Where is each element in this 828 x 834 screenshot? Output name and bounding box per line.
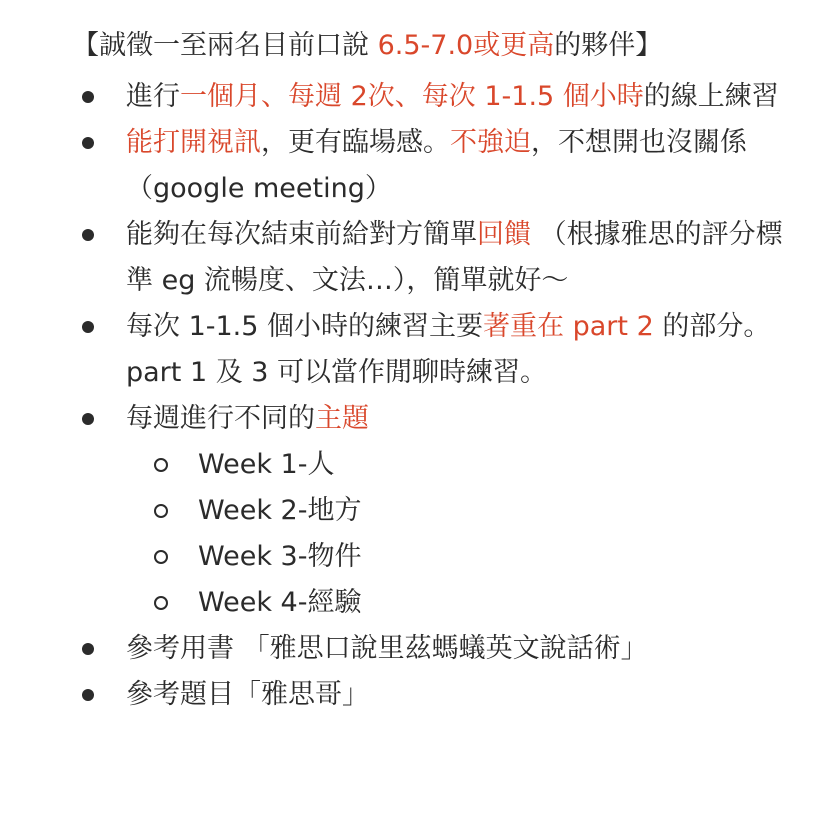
sub-list-item [126, 442, 788, 488]
highlighted-text: 主題 [315, 403, 369, 434]
bullet-dot-icon [82, 413, 94, 425]
list-item-text: 進行 [126, 81, 180, 112]
highlighted-text: 一個月、每週 2次、每次 1-1.5 個小時 [180, 81, 644, 112]
bullet-dot-icon [82, 643, 94, 655]
list-item [72, 212, 788, 304]
sub-list [126, 442, 788, 626]
list-item [72, 74, 788, 120]
bullet-list [72, 74, 788, 718]
page-title [72, 30, 788, 62]
list-item-text: 每週進行不同的 [126, 403, 315, 434]
bullet-dot-icon [82, 321, 94, 333]
bullet-dot-icon [82, 689, 94, 701]
list-item [72, 626, 788, 672]
circle-bullet-icon [154, 596, 168, 610]
list-item [72, 672, 788, 718]
list-item-text: 的部分。part 1 及 3 可以當作閒聊時練習。 [126, 311, 771, 388]
list-item-text: 參考題目「雅思哥」 [126, 679, 369, 710]
title-highlight: 6.5-7.0或更高 [377, 30, 555, 61]
sub-list-item-text: Week 3-物件 [198, 541, 362, 572]
list-item [72, 304, 788, 396]
list-item-text: 參考用書 「雅思口說里茲螞蟻英文說話術」 [126, 633, 648, 664]
highlighted-text: 回饋 [477, 219, 531, 250]
title-suffix: 的夥伴】 [554, 30, 663, 61]
sub-list-item-text: Week 2-地方 [198, 495, 362, 526]
list-item-text: ，更有臨場感。 [261, 127, 450, 158]
bullet-dot-icon [82, 229, 94, 241]
sub-list-item-text: Week 4-經驗 [198, 587, 362, 618]
bullet-dot-icon [82, 137, 94, 149]
highlighted-text: 著重在 part 2 [483, 311, 654, 342]
sub-list-item [126, 580, 788, 626]
list-item-text: ，不想開也沒關係 （google meeting） [126, 127, 747, 204]
circle-bullet-icon [154, 504, 168, 518]
highlighted-text: 不強迫 [450, 127, 531, 158]
list-item-text: 的線上練習 [643, 81, 779, 112]
sub-list-item-text: Week 1-人 [198, 449, 335, 480]
sub-list-item [126, 488, 788, 534]
bullet-dot-icon [82, 91, 94, 103]
circle-bullet-icon [154, 458, 168, 472]
circle-bullet-icon [154, 550, 168, 564]
list-item [72, 396, 788, 626]
list-item-text: 能夠在每次結束前給對方簡單 [126, 219, 477, 250]
list-item-text: 每次 1-1.5 個小時的練習主要 [126, 311, 484, 342]
sub-list-item [126, 534, 788, 580]
highlighted-text: 能打開視訊 [126, 127, 261, 158]
list-item [72, 120, 788, 212]
list-item-text: （根據雅思的評分標準 eg 流暢度、文法…），簡單就好～ [126, 219, 783, 296]
title-prefix: 【誠徵一至兩名目前口說 [72, 30, 378, 61]
